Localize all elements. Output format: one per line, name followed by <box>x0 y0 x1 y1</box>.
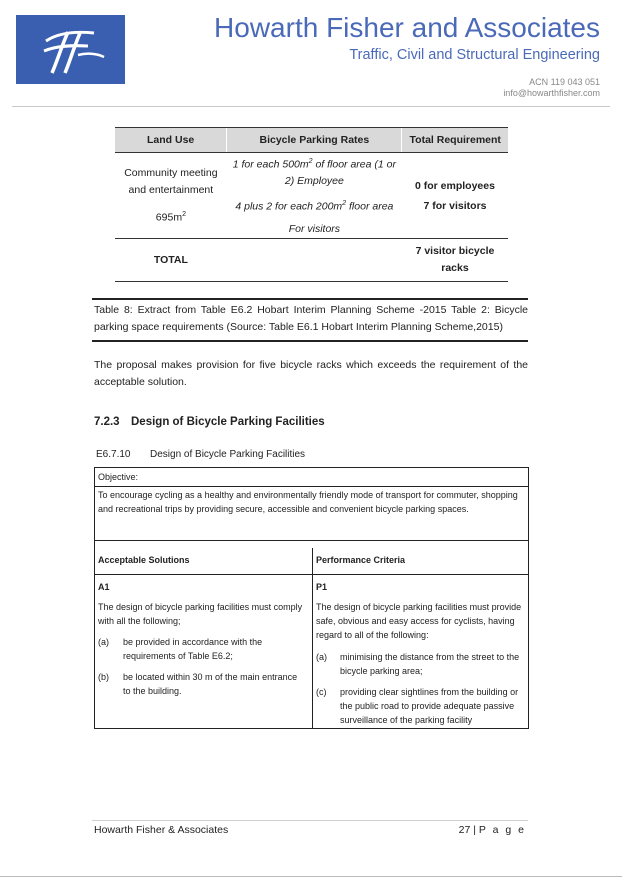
table-header-row <box>115 128 508 153</box>
total-requirement-line: racks <box>441 262 469 274</box>
floor-area <box>116 206 226 227</box>
bicycle-parking-table <box>115 127 508 282</box>
caption-bottom-rule <box>92 340 528 342</box>
column-divider <box>312 548 313 728</box>
total-row <box>115 239 508 282</box>
footer-page-number <box>459 824 526 836</box>
column-header-total: Total Requirement <box>402 128 508 153</box>
rates-cell <box>227 153 402 239</box>
objective-label: Objective: <box>95 468 528 487</box>
a1-intro: The design of bicycle parking facilities must comply with all the following; <box>98 602 303 626</box>
hf-monogram-logo-icon <box>16 15 125 84</box>
p1-item-text: providing clear sightlines from the building or the public road to provide adequate passive surveillance of the parking facility <box>340 687 519 725</box>
section-number: 7.2.3 <box>94 416 120 428</box>
section-title: Design of Bicycle Parking Facilities <box>131 416 325 428</box>
rate-line <box>228 196 401 215</box>
p1-item-text: minimising the distance from the street to the bicycle parking area; <box>340 652 520 676</box>
land-use-cell <box>115 153 227 239</box>
total-label: TOTAL <box>115 239 227 282</box>
rate-text: of floor area (1 or <box>312 158 396 171</box>
land-use-line: and entertainment <box>128 183 214 196</box>
a1-item-text: be located within 30 m of the main entrance to the building. <box>123 672 298 696</box>
p1-item-mark: (c) <box>316 687 327 697</box>
requirement-employees: 0 for employees <box>415 179 495 192</box>
rate-sup: 2 <box>308 158 313 165</box>
page-word: P a g e <box>478 824 526 836</box>
a1-label: A1 <box>98 582 110 592</box>
criteria-table <box>94 467 529 729</box>
clause-number: E6.7.10 <box>96 449 131 460</box>
rate-line: For visitors <box>288 223 341 235</box>
rate-sup: 2 <box>342 199 347 207</box>
requirement-visitors: 7 for visitors <box>423 199 487 212</box>
rate-line: 2) Employee <box>284 174 344 187</box>
p1-label: P1 <box>316 582 328 592</box>
body-paragraph: The proposal makes provision for five bicycle racks which exceeds the requirement of the acceptable solution. <box>94 359 528 388</box>
email-address: info@howarthfisher.com <box>503 88 600 98</box>
acn-number: ACN 119 043 051 <box>529 77 600 87</box>
page-bottom-edge <box>0 876 622 877</box>
p1-intro: The design of bicycle parking facilities must provide safe, obvious and easy access for cyclists, having regard to all of the following: <box>316 602 522 640</box>
column-header-land-use: Land Use <box>115 128 227 153</box>
company-logo <box>16 15 125 84</box>
total-requirement <box>402 239 508 282</box>
acceptable-solutions-header: Acceptable Solutions <box>98 555 190 565</box>
a1-item-mark: (b) <box>98 672 109 682</box>
header-divider <box>12 106 610 107</box>
company-contact <box>503 77 600 99</box>
page-separator: | <box>470 824 479 836</box>
a1-item-mark: (a) <box>98 637 109 647</box>
rate-text: 4 plus 2 for each 200m <box>235 200 343 212</box>
table-row <box>115 153 508 239</box>
company-name: Howarth Fisher and Associates <box>214 12 600 43</box>
company-tagline: Traffic, Civil and Structural Engineering <box>349 47 600 63</box>
a1-item-text: be provided in accordance with the requirements of Table E6.2; <box>123 637 263 661</box>
performance-criteria-header: Performance Criteria <box>316 555 406 565</box>
clause-title: Design of Bicycle Parking Facilities <box>150 449 306 460</box>
area-unit-sup: 2 <box>182 210 186 218</box>
rate-line <box>228 154 401 173</box>
footer-divider <box>92 820 528 821</box>
total-requirement-line: 7 visitor bicycle <box>415 245 495 257</box>
requirement-cell <box>402 153 508 239</box>
area-value: 695m <box>155 211 183 224</box>
land-use-line: Community meeting <box>124 166 218 179</box>
page-number: 27 <box>458 824 471 836</box>
empty-cell <box>227 239 402 282</box>
rate-text: 1 for each 500m <box>232 158 309 171</box>
objective-text: To encourage cycling as a healthy and environmentally friendly mode of transport for commuter, shopping and recreational trips by providing secure, accessible and convenient bicycle parking spaces. <box>95 486 528 541</box>
p1-item-mark: (a) <box>316 652 327 662</box>
footer-company: Howarth Fisher & Associates <box>94 824 229 836</box>
table-caption: Table 8: Extract from Table E6.2 Hobart Interim Planning Scheme -2015 Table 2: Bicycle parking space requirements (Source: Table E6.1 Hobart Interim Planning Scheme,2015) <box>94 304 528 333</box>
caption-top-rule <box>92 298 528 300</box>
rate-text: floor area <box>346 200 394 212</box>
column-header-rates: Bicycle Parking Rates <box>227 128 402 153</box>
